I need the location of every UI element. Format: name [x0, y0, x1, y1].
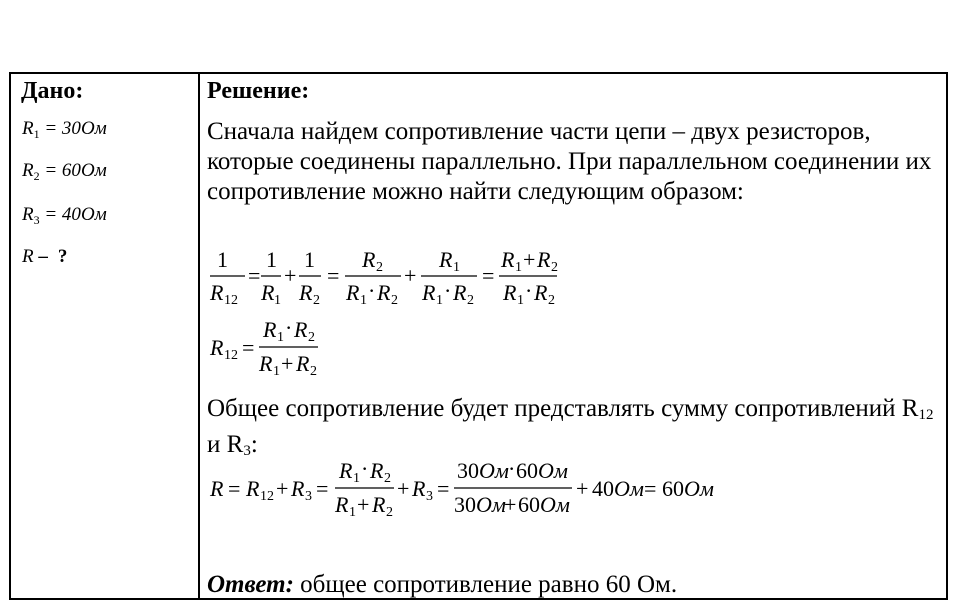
f3-num-unit-1: Ом: [479, 458, 509, 483]
f1-den-R: R: [210, 280, 224, 305]
f1-num5-R1: R: [439, 247, 453, 272]
f2-num-dot: ·: [285, 315, 293, 340]
f1-num-2: 1: [266, 247, 277, 272]
r3-value: = 40: [39, 204, 81, 225]
given-r1: [22, 118, 107, 145]
f3-den-unit-1: Ом: [476, 492, 506, 517]
f3-unit-40: Ом: [614, 476, 644, 501]
f3-num-R1: R: [339, 458, 353, 483]
f2-lhs-R: R: [210, 335, 224, 360]
f1-eq-3: =: [482, 263, 495, 288]
f3-den-unit-2: Ом: [540, 492, 570, 517]
f3-result-unit: Ом: [684, 476, 714, 501]
f2-lhs-sub12: 12: [224, 348, 238, 363]
para2-sub-12: 12: [918, 407, 934, 423]
f1-eq-2: =: [327, 263, 340, 288]
f2-den-sub2: 2: [310, 364, 317, 379]
formula-1-svg: [205, 240, 585, 315]
f2-num-sub1: 1: [277, 330, 284, 345]
f3-R3: R: [291, 476, 305, 501]
f1-eq-1: =: [248, 263, 261, 288]
f1-den6-sub2: 2: [548, 293, 555, 308]
f1-den6-dot: ·: [525, 278, 533, 303]
f3-result-60: 60: [662, 476, 684, 501]
f2-den-plus: +: [281, 351, 294, 376]
column-divider: [198, 72, 200, 600]
f1-den-sub2: 2: [313, 293, 320, 308]
solution-paragraph-1: Сначала найдем сопротивление части цепи – двух резисторов, которые соединены параллельно. При параллельном соединении их сопротивление можно найти следующим образом:: [207, 118, 932, 205]
f3-den-R1: R: [335, 492, 349, 517]
f3-den-60: 60: [518, 492, 540, 517]
solution-heading: Решение:: [207, 78, 310, 104]
unknown-symbol: R: [22, 246, 34, 267]
f1-den5-R2: R: [453, 280, 467, 305]
f2-num-sub2: 2: [308, 330, 315, 345]
f1-plus-2: +: [404, 263, 417, 288]
f1-num-3: 1: [304, 247, 315, 272]
f2-den-R1: R: [259, 351, 273, 376]
f2-den-R2: R: [296, 351, 310, 376]
f3-num-dot2: ·: [508, 456, 516, 481]
f3-sub3b: 3: [426, 489, 433, 504]
f2-num-R2: R: [294, 317, 308, 342]
r1-value: = 30: [39, 118, 81, 139]
f1-num6-R2: R: [537, 247, 551, 272]
f1-den-sub1: 1: [274, 293, 281, 308]
f3-den-sub2: 2: [386, 505, 393, 520]
r2-value: = 60: [39, 160, 81, 181]
f3-den-R2: R: [372, 492, 386, 517]
f3-num-30: 30: [457, 458, 479, 483]
answer-line: [207, 570, 677, 600]
f1-den4-sub1: 1: [360, 293, 367, 308]
f1-num6-plus: +: [523, 247, 536, 272]
f1-den6-R1: R: [503, 280, 517, 305]
f1-num-sub2: 2: [376, 260, 383, 275]
answer-text: общее сопротивление равно 60 Ом.: [293, 571, 678, 598]
f3-R3b: R: [412, 476, 426, 501]
f3-num-dot: ·: [361, 456, 369, 481]
f1-den6-sub1: 1: [517, 293, 524, 308]
f1-plus-1: +: [284, 263, 297, 288]
f3-sub3: 3: [305, 489, 312, 504]
r1-unit: Ом: [80, 118, 107, 139]
f3-num-sub2: 2: [384, 471, 391, 486]
f1-num5-sub1: 1: [453, 260, 460, 275]
para2-text-c: :: [250, 431, 258, 458]
f1-den-R1: R: [261, 280, 275, 305]
f1-den6-R2: R: [534, 280, 548, 305]
unknown-question: ?: [57, 246, 68, 267]
f3-eq-4: =: [644, 476, 657, 501]
f3-num-unit-2: Ом: [538, 458, 568, 483]
f1-den5-dot: ·: [444, 278, 452, 303]
r1-subscript: 1: [33, 127, 40, 141]
formula-2-svg: [205, 315, 345, 385]
given-heading: Дано:: [21, 78, 84, 104]
unknown-dash: –: [33, 246, 48, 267]
f3-plus-1: +: [276, 476, 289, 501]
f3-den-30: 30: [454, 492, 476, 517]
formula-3-svg: [205, 458, 725, 523]
f1-den4-R2: R: [377, 280, 391, 305]
f3-eq-1: =: [228, 476, 241, 501]
r1-symbol: R: [22, 118, 34, 139]
given-r2: [22, 160, 107, 187]
f1-den5-R1: R: [422, 280, 436, 305]
answer-label: Ответ:: [207, 571, 294, 598]
f1-num-1: 1: [217, 247, 228, 272]
f2-den-sub1: 1: [273, 364, 280, 379]
f3-eq-2: =: [316, 476, 329, 501]
f3-sub12: 12: [260, 489, 274, 504]
f3-plus-3: +: [576, 476, 589, 501]
f3-eq-3: =: [437, 476, 450, 501]
f1-den5-sub1: 1: [436, 293, 443, 308]
para2-text-b: и R: [207, 431, 244, 458]
r3-unit: Ом: [80, 204, 107, 225]
f2-num-R1: R: [263, 317, 277, 342]
f3-R12: R: [246, 476, 260, 501]
f1-num6-sub1: 1: [515, 260, 522, 275]
f1-den5-sub2: 2: [467, 293, 474, 308]
f3-num-60: 60: [516, 458, 538, 483]
r2-symbol: R: [22, 160, 34, 181]
f1-den4-R1: R: [346, 280, 360, 305]
f3-R: R: [210, 476, 224, 501]
f1-den4-dot: ·: [368, 278, 376, 303]
f1-num-R2: R: [362, 247, 376, 272]
r3-symbol: R: [22, 204, 34, 225]
given-unknown: [22, 246, 67, 268]
f3-den-sub1: 1: [349, 505, 356, 520]
f1-num6-R1: R: [501, 247, 515, 272]
f1-den-R2: R: [299, 280, 313, 305]
f3-40: 40: [592, 476, 614, 501]
f3-num-sub1: 1: [353, 471, 360, 486]
f1-num6-sub2: 2: [551, 260, 558, 275]
r2-unit: Ом: [80, 160, 107, 181]
r3-subscript: 3: [33, 213, 40, 227]
f2-eq: =: [242, 335, 255, 360]
f1-den4-sub2: 2: [391, 293, 398, 308]
f3-den-plus2: +: [504, 492, 517, 517]
f1-den-sub12: 12: [224, 293, 238, 308]
f3-num-R2: R: [370, 458, 384, 483]
para2-sub-3: 3: [243, 443, 251, 459]
f3-plus-2: +: [397, 476, 410, 501]
f3-den-plus: +: [357, 492, 370, 517]
r2-subscript: 2: [33, 169, 40, 183]
para2-text-a: Общее сопротивление будет представлять сумму сопротивлений R: [207, 395, 919, 422]
solution-paragraph-2: [207, 394, 942, 466]
given-r3: [22, 204, 107, 231]
